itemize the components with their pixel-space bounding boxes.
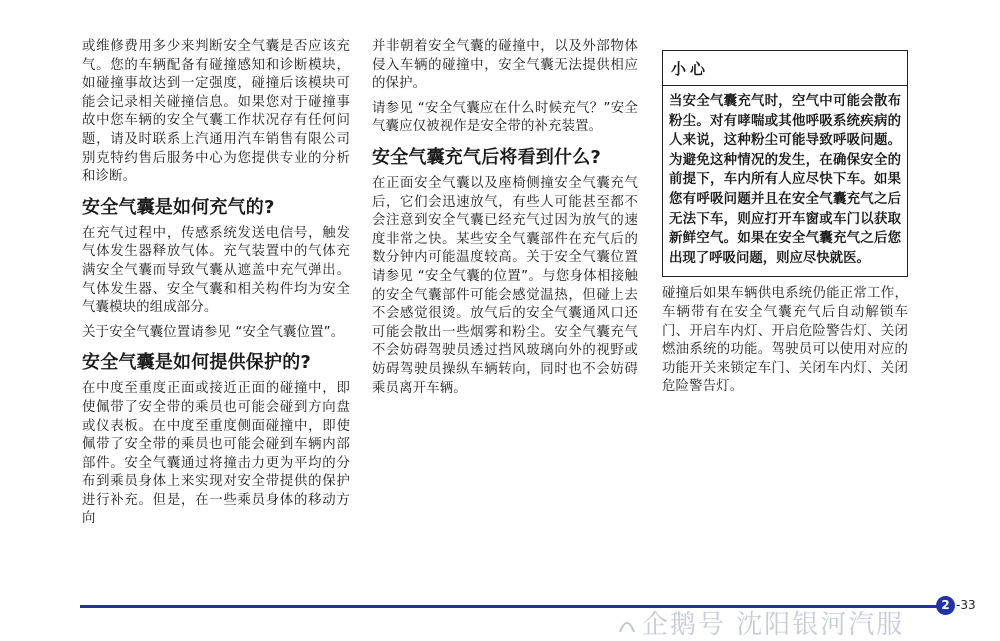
paragraph: 在充气过程中，传感系统发送电信号，触发气体发生器释放气体。充气装置中的气体充满安全气囊而导致气囊从遮盖中充气弹出。气体发生器、安全气囊和相关构件均为安全气囊模块的组成部分。 bbox=[82, 225, 350, 316]
paragraph: 关于安全气囊位置请参见 “安全气囊位置”。 bbox=[82, 324, 345, 340]
column-1 bbox=[82, 38, 350, 535]
paragraph: 碰撞后如果车辆供电系统仍能正常工作，车辆带有在安全气囊充气后自动解锁车门、开启车内灯、开启危险警告灯、关闭燃油系统的功能。驾驶员可以使用对应的功能开关来锁定车门、关闭车内灯、关闭危险警告灯。 bbox=[662, 286, 908, 395]
paragraph: 或维修费用多少来判断安全气囊是否应该充气。您的车辆配备有碰撞感知和诊断模块，如碰撞事故达到一定强度，碰撞后该模块可能会记录相关碰撞信息。如果您对于碰撞事故中您车辆的安全气囊工作状况存有任何问题，请及时联系上汽通用汽车销售有限公司别克特约售后服务中心为您提供专业的分析和诊断。 bbox=[82, 39, 350, 185]
caution-box bbox=[662, 50, 908, 277]
caution-text: 当安全气囊充气时，空气中可能会散布粉尘。对有哮喘或其他呼吸系统疾病的人来说，这种粉尘可能导致呼吸问题。为避免这种情况的发生，在确保安全的前提下，车内所有人应尽快下车。如果您有呼吸问题并且在安全气囊充气之后无法下车，则应打开车窗或车门以获取新鲜空气。如果在安全气囊充气之后您出现了呼吸问题，则应尽快就医。 bbox=[669, 94, 901, 266]
paragraph: 并非朝着安全气囊的碰撞中，以及外部物体侵入车辆的碰撞中，安全气囊无法提供相应的保护。 bbox=[372, 39, 638, 92]
paragraph: 在中度至重度正面或接近正面的碰撞中，即使佩带了安全带的乘员也可能会碰到方向盘或仪表板。在中度至重度侧面碰撞中，即使佩带了安全带的乘员也可能会碰到车辆内部部件。安全气囊通过将撞击力更为平均的分布到乘员身体上来实现对安全带提供的保护进行补充。但是，在一些乘员身体的移动方向 bbox=[82, 381, 350, 527]
caution-title: 小心 bbox=[663, 51, 907, 86]
section-badge: 2 bbox=[936, 596, 955, 615]
paragraph: 请参见 “安全气囊应在什么时候充气？”安全气囊应仅被视作是安全带的补充装置。 bbox=[372, 100, 638, 135]
penguin-logo-icon bbox=[616, 612, 638, 634]
column-3 bbox=[662, 38, 908, 403]
paragraph: 在正面安全气囊以及座椅侧撞安全气囊充气后，它们会迅速放气，有些人可能甚至都不会注意到安全气囊已经充气过因为放气的速度非常之快。某些安全气囊部件在充气后的数分钟内可能温度较高。关于安全气囊位置请参见 “安全气囊的位置”。与您身体相接触的安全气囊部件可能会感觉温热，但碰上去不会感觉很烫。放气后的安全气囊通风口还可能会散出一些烟雾和粉尘。安全气囊充气不会妨碍驾驶员透过挡风玻璃向外的视野或妨碍驾驶员操纵车辆转向，同时也不会妨碍乘员离开车辆。 bbox=[372, 175, 638, 396]
section-heading: 安全气囊是如何充气的? bbox=[82, 196, 275, 218]
section-heading: 安全气囊充气后将看到什么? bbox=[372, 146, 602, 168]
watermark-text: 企鹅号 沈阳银河汽服 bbox=[642, 610, 905, 640]
page-number: -33 bbox=[956, 598, 976, 612]
section-heading: 安全气囊是如何提供保护的? bbox=[82, 352, 312, 374]
column-2 bbox=[372, 38, 638, 404]
